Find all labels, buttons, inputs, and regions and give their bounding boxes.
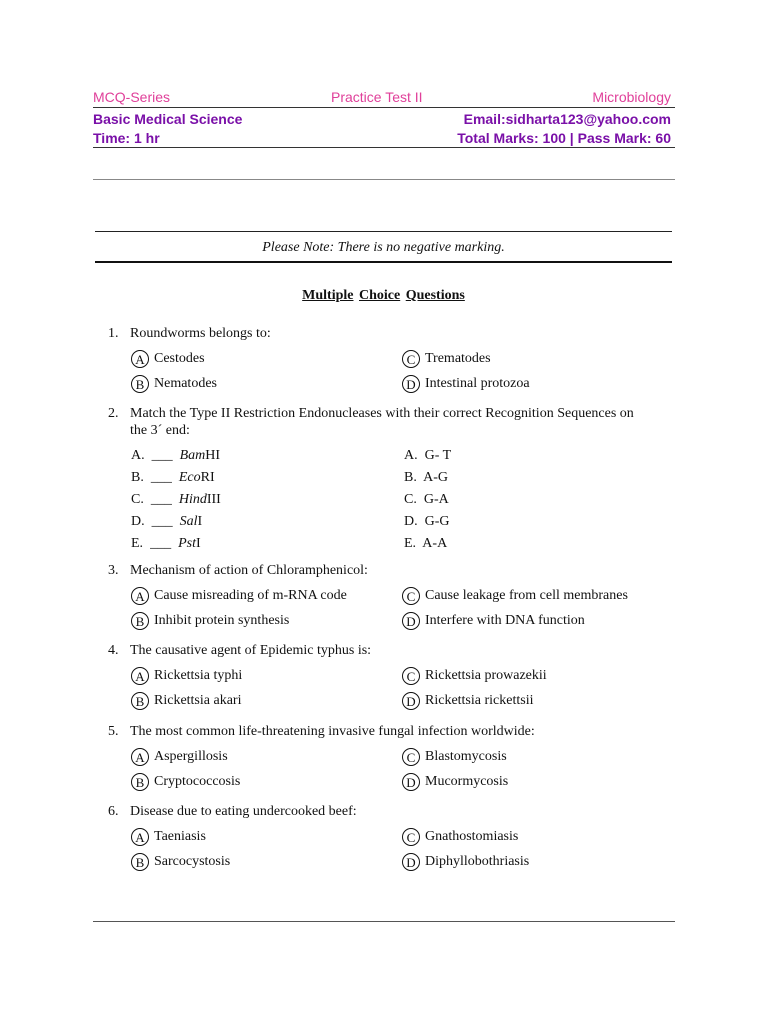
email-link[interactable]: Email:sidharta123@yahoo.com [463, 111, 671, 127]
question-text: Roundworms belongs to: [130, 326, 271, 341]
option-text: Rickettsia prowazekii [425, 668, 547, 683]
match-right-item: E. A-A [404, 536, 448, 551]
option-b[interactable] [131, 612, 289, 630]
question-number: 4. [108, 643, 119, 658]
option-letter: C [402, 748, 420, 766]
match-right-item: D. G-G [404, 514, 450, 529]
option-letter: D [402, 692, 420, 710]
option-text: Cestodes [154, 351, 205, 366]
option-letter: B [131, 375, 149, 393]
option-text: Rickettsia akari [154, 693, 242, 708]
series-label: MCQ-Series [93, 89, 171, 105]
separator-line [93, 179, 675, 180]
option-d[interactable] [402, 773, 508, 791]
question-text: Match the Type II Restriction Endonucleases with their correct Recognition Sequences on [130, 406, 634, 421]
question-number: 3. [108, 563, 119, 578]
option-text: Sarcocystosis [154, 854, 231, 869]
question-number: 5. [108, 724, 119, 739]
option-letter: A [131, 748, 149, 766]
match-left-item: D. ___ SalI [131, 514, 203, 529]
question-number: 6. [108, 804, 119, 819]
option-text: Intestinal protozoa [425, 376, 530, 391]
option-letter: A [131, 828, 149, 846]
subject-label: Microbiology [592, 89, 671, 105]
match-right-item: B. A-G [404, 470, 448, 485]
note-bottom-rule [95, 261, 672, 263]
option-text: Diphyllobothriasis [425, 854, 530, 869]
option-c[interactable] [402, 667, 547, 685]
time-label: Time: 1 hr [93, 130, 160, 146]
option-text: Cause misreading of m-RNA code [154, 588, 347, 603]
option-letter: A [131, 350, 149, 368]
option-letter: C [402, 667, 420, 685]
option-a[interactable] [131, 667, 242, 685]
option-letter: B [131, 773, 149, 791]
option-c[interactable] [402, 828, 518, 846]
question-number: 2. [108, 406, 119, 421]
section-title: Multiple Choice Questions [302, 288, 465, 303]
marks-label: Total Marks: 100 | Pass Mark: 60 [457, 130, 671, 146]
option-d[interactable] [402, 853, 529, 871]
option-text: Aspergillosis [154, 749, 228, 764]
option-d[interactable] [402, 692, 533, 710]
option-letter: D [402, 773, 420, 791]
option-letter: C [402, 828, 420, 846]
option-text: Blastomycosis [425, 749, 507, 764]
note-text: Please Note: There is no negative marking. [262, 240, 505, 255]
option-letter: D [402, 612, 420, 630]
option-text: Interfere with DNA function [425, 613, 585, 628]
option-a[interactable] [131, 748, 228, 766]
option-text: Taeniasis [154, 829, 206, 844]
match-left-item: E. ___ PstI [131, 536, 201, 551]
option-letter: D [402, 853, 420, 871]
option-letter: B [131, 853, 149, 871]
note-top-rule [95, 231, 672, 232]
option-letter: A [131, 667, 149, 685]
option-letter: B [131, 612, 149, 630]
option-letter: C [402, 350, 420, 368]
option-a[interactable] [131, 587, 347, 605]
option-b[interactable] [131, 853, 230, 871]
option-a[interactable] [131, 828, 206, 846]
match-right-item: A. G- T [404, 448, 452, 463]
match-left-item: C. ___ HindIII [131, 492, 221, 507]
option-b[interactable] [131, 773, 240, 791]
option-text: Rickettsia typhi [154, 668, 243, 683]
option-letter: B [131, 692, 149, 710]
option-d[interactable] [402, 612, 585, 630]
question-text-cont: the 3´ end: [130, 423, 190, 438]
question-text: Disease due to eating undercooked beef: [130, 804, 357, 819]
option-c[interactable] [402, 587, 628, 605]
option-a[interactable] [131, 350, 205, 368]
course-label: Basic Medical Science [93, 111, 243, 127]
option-b[interactable] [131, 375, 217, 393]
question-text: The most common life-threatening invasive fungal infection worldwide: [130, 724, 535, 739]
match-left-item: A. ___ BamHI [131, 448, 221, 463]
option-letter: A [131, 587, 149, 605]
option-letter: C [402, 587, 420, 605]
option-d[interactable] [402, 375, 530, 393]
test-label: Practice Test II [331, 89, 423, 105]
option-c[interactable] [402, 748, 507, 766]
option-text: Mucormycosis [425, 774, 509, 789]
question-text: The causative agent of Epidemic typhus is: [130, 643, 372, 658]
option-text: Rickettsia rickettsii [425, 693, 534, 708]
question-number: 1. [108, 326, 119, 341]
option-text: Nematodes [154, 376, 217, 391]
question-text: Mechanism of action of Chloramphenicol: [130, 563, 368, 578]
option-text: Trematodes [425, 351, 491, 366]
option-text: Gnathostomiasis [425, 829, 519, 844]
option-text: Cause leakage from cell membranes [425, 588, 628, 603]
option-b[interactable] [131, 692, 241, 710]
match-left-item: B. ___ EcoRI [131, 470, 215, 485]
option-letter: D [402, 375, 420, 393]
footer-divider [93, 921, 675, 922]
option-text: Cryptococcosis [154, 774, 241, 789]
option-c[interactable] [402, 350, 491, 368]
header-divider [93, 107, 675, 108]
option-text: Inhibit protein synthesis [154, 613, 290, 628]
header-bottom-divider [93, 147, 675, 148]
match-right-item: C. G-A [404, 492, 449, 507]
